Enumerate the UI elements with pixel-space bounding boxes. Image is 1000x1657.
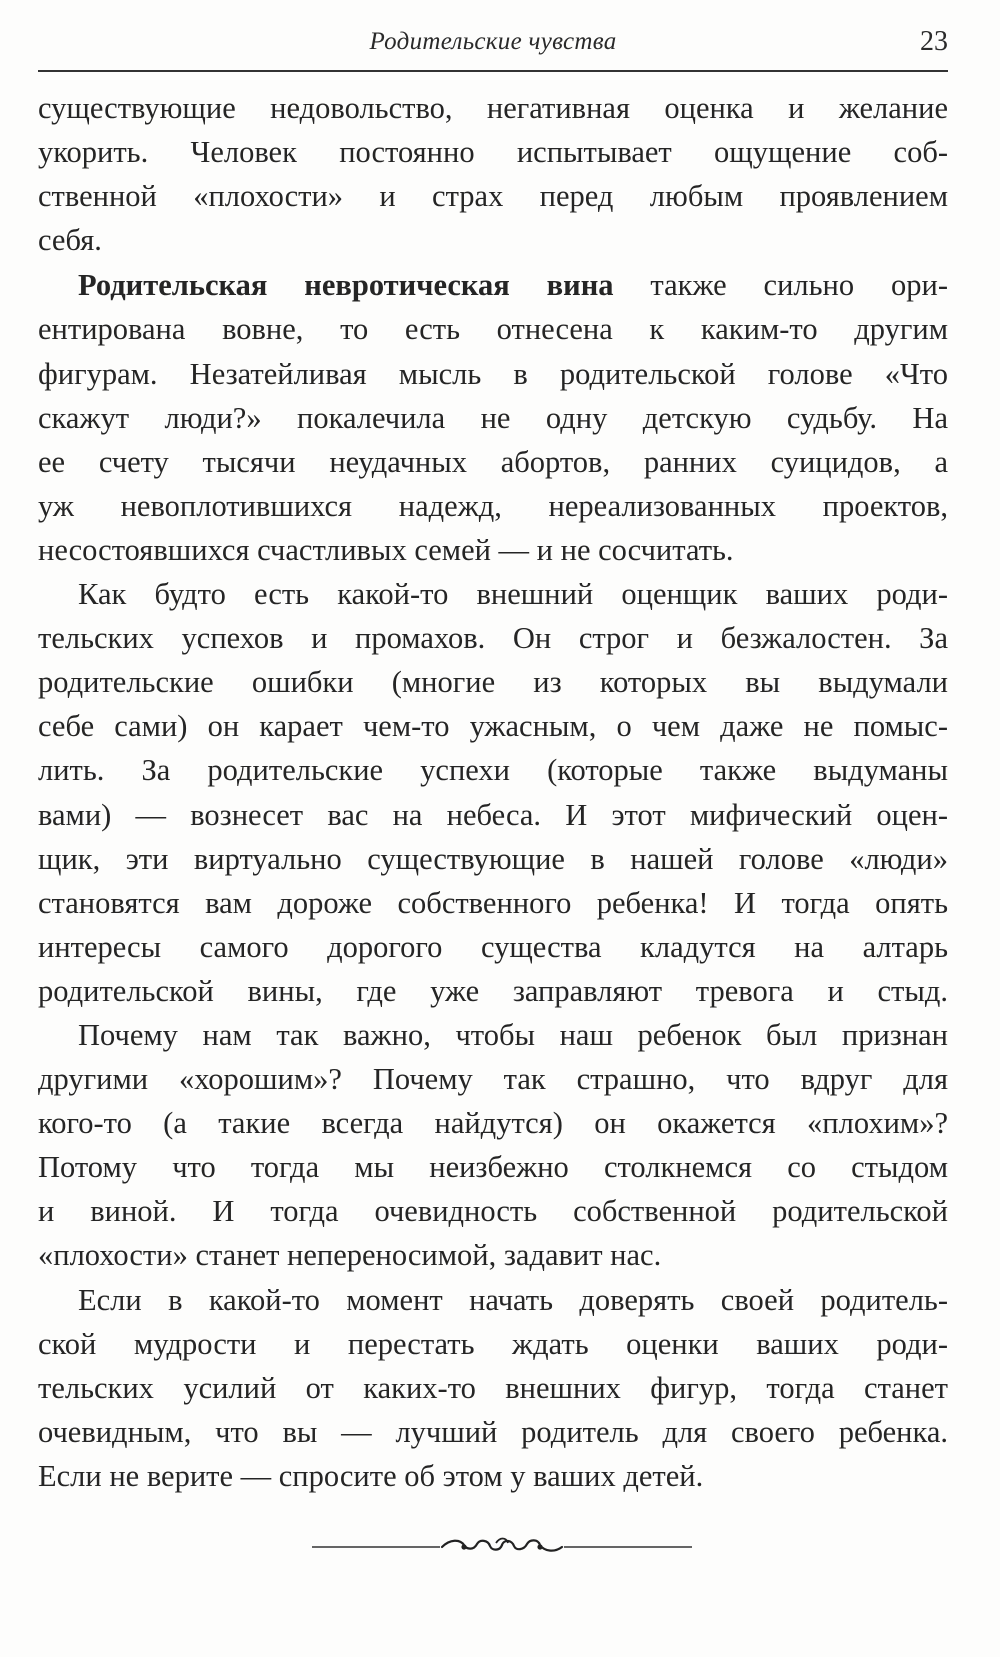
text-line: себя. bbox=[38, 223, 102, 258]
text-line: уж невоплотившихся надежд, нереализованных проектов, bbox=[38, 488, 948, 523]
text-line: существующие недовольство, негативная оценка и желание bbox=[38, 91, 948, 125]
text-line: тельских усилий от каких-то внешних фигур, тогда станет bbox=[38, 1370, 948, 1405]
text-fragment: также сильно ори- bbox=[613, 268, 948, 303]
text-line: лить. За родительские успехи (которые также выдуманы bbox=[38, 753, 948, 788]
text-line: кого-то (а такие всегда найдутся) он окажется «плохим»? bbox=[38, 1106, 948, 1141]
text-line: очевидным, что вы — лучший родитель для своего ребенка. bbox=[38, 1414, 948, 1449]
bold-term: Родительская невротическая вина bbox=[78, 268, 614, 303]
text-line: «плохости» станет непереносимой, задавит нас. bbox=[38, 1238, 662, 1273]
text-line: щик, эти виртуально существующие в нашей голове «люди» bbox=[38, 841, 948, 876]
text-line: Как будто есть какой-то внешний оценщик ваших роди- bbox=[78, 577, 948, 612]
text-line: Если в какой-то момент начать доверять своей родитель- bbox=[78, 1282, 948, 1317]
text-line: ентирована вовне, то есть отнесена к каким-то другим bbox=[38, 312, 948, 347]
text-line: ственной «плохости» и страх перед любым проявлением bbox=[38, 179, 948, 214]
text-line: ской мудрости и перестать ждать оценки ваших роди- bbox=[38, 1326, 948, 1361]
text-line: интересы самого дорогого существа кладутся на алтарь bbox=[38, 929, 948, 964]
body-text bbox=[38, 86, 948, 1498]
text-line: родительские ошибки (многие из которых вы выдумали bbox=[38, 665, 948, 700]
text-line: Если не верите — спросите об этом у ваших детей. bbox=[38, 1458, 704, 1493]
text-line: Потому что тогда мы неизбежно столкнемся со стыдом bbox=[38, 1150, 948, 1185]
text-line: Почему нам так важно, чтобы наш ребенок был признан bbox=[78, 1017, 948, 1052]
text-line: тельских успехов и промахов. Он строг и безжалостен. За bbox=[38, 621, 948, 656]
text-line: скажут люди?» покалечила не одну детскую судьбу. На bbox=[38, 400, 948, 435]
page-number: 23 bbox=[920, 26, 948, 57]
text-line: себе сами) он карает чем-то ужасным, о чем даже не помыс- bbox=[38, 709, 948, 744]
text-line: становятся вам дороже собственного ребенка! И тогда опять bbox=[38, 885, 948, 920]
text-line: родительской вины, где уже заправляют тревога и стыд. bbox=[38, 973, 948, 1008]
text-line: и виной. И тогда очевидность собственной родительской bbox=[38, 1194, 948, 1229]
text-line: ее счету тысячи неудачных абортов, ранних суицидов, а bbox=[38, 444, 948, 479]
header-rule bbox=[38, 70, 948, 72]
text-line: вами) — вознесет вас на небеса. И этот мифический оцен- bbox=[38, 797, 948, 832]
text-line: укорить. Человек постоянно испытывает ощущение соб- bbox=[38, 135, 948, 170]
end-ornament-icon bbox=[312, 1535, 692, 1559]
running-title: Родительские чувства bbox=[369, 28, 617, 55]
text-line: фигурам. Незатейливая мысль в родительской голове «Что bbox=[38, 356, 948, 391]
text-line: несостоявшихся счастливых семей — и не сосчитать. bbox=[38, 532, 734, 567]
text-line bbox=[38, 263, 948, 307]
text-line: другими «хорошим»? Почему так страшно, что вдруг для bbox=[38, 1062, 948, 1097]
running-head bbox=[38, 26, 948, 66]
